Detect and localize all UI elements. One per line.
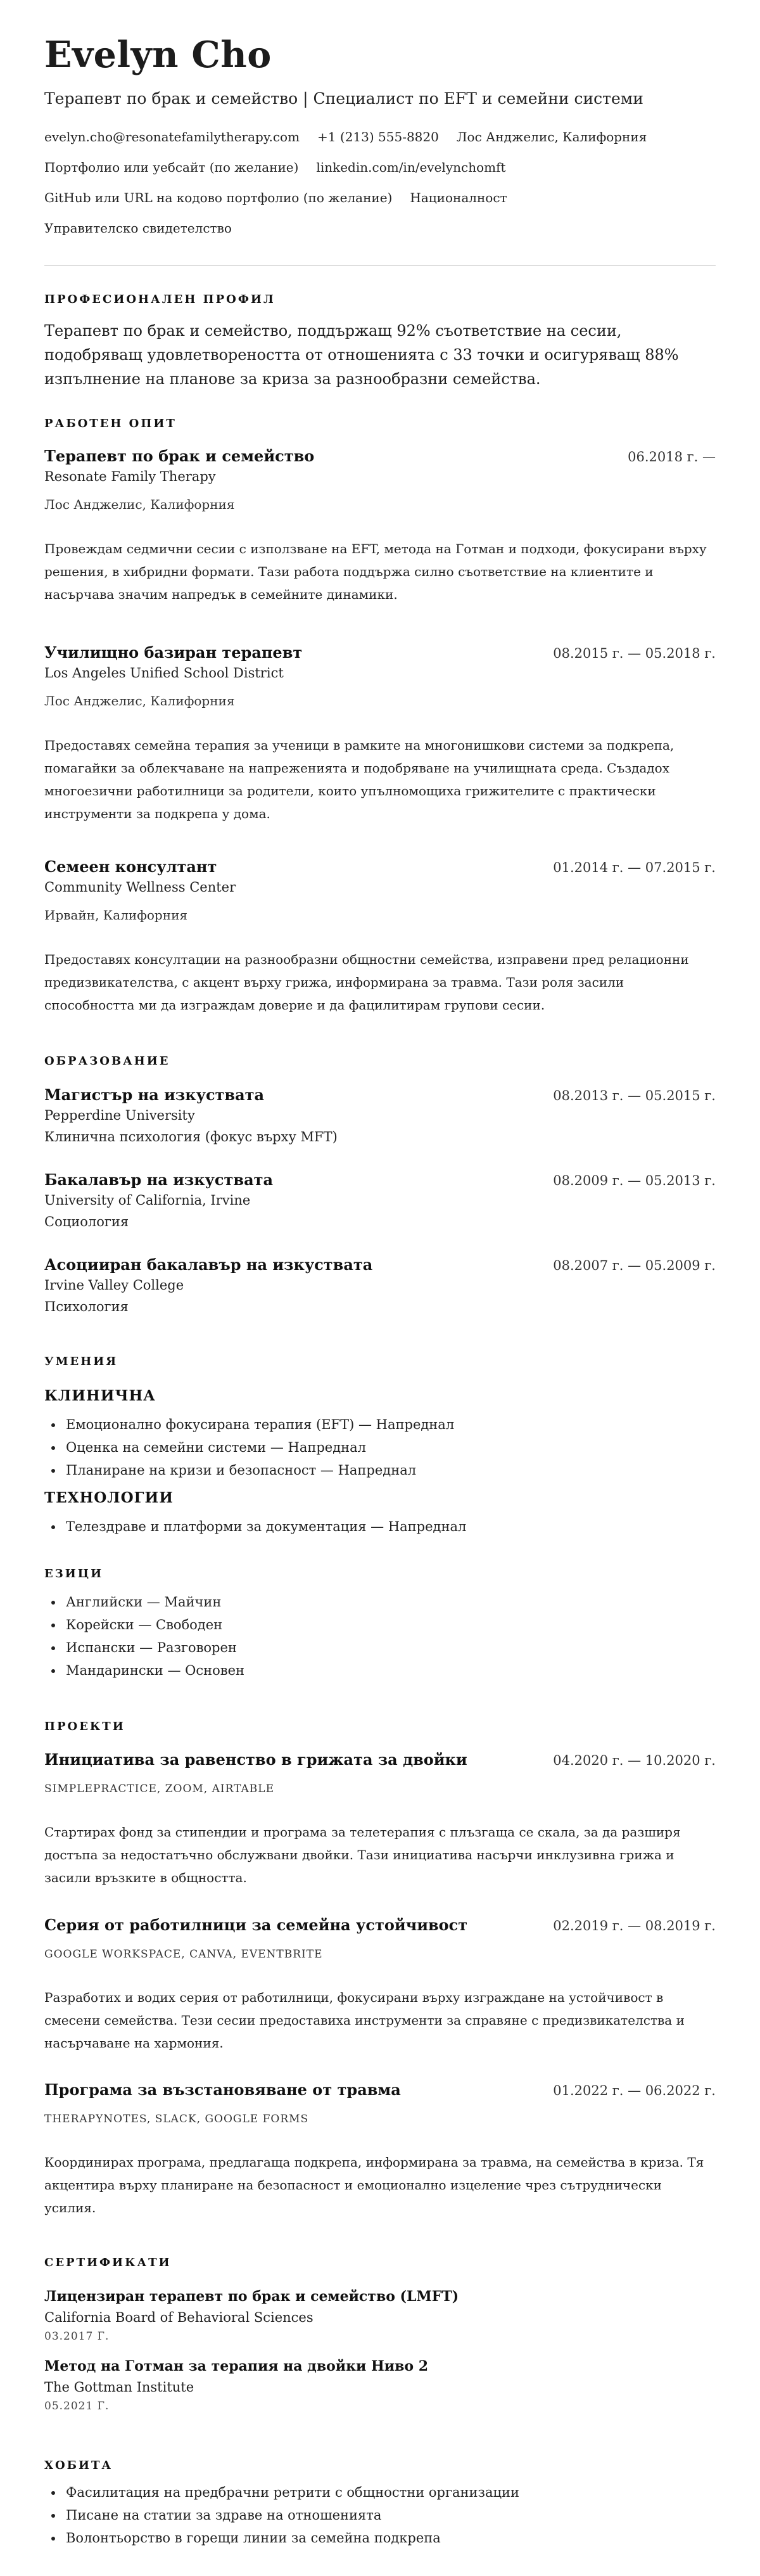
job-title: Училищно базиран терапевт xyxy=(44,643,303,662)
list-item: • Емоционално фокусирана терапия (EFT) — Напреднал xyxy=(63,1413,716,1436)
contact-license: Управителско свидетелство xyxy=(44,220,232,236)
job-organization: Los Angeles Unified School District xyxy=(44,665,284,681)
section-heading: ПРОЕКТИ xyxy=(44,1720,125,1733)
contact-phone[interactable]: +1 (213) 555-8820 xyxy=(317,129,439,144)
certificate-entry xyxy=(44,2288,716,2343)
list-item: • Волонтьорство в горещи линии за семейна подкрепа xyxy=(63,2527,716,2549)
skill-list xyxy=(44,1515,716,1538)
certificate-title: Метод на Готман за терапия на двойки Ниво 2 xyxy=(44,2358,429,2374)
degree-title: Магистър на изкуствата xyxy=(44,1086,265,1104)
section-heading: РАБОТЕН ОПИТ xyxy=(44,417,177,430)
project-dates: 01.2022 г. — 06.2022 г. xyxy=(553,2083,716,2098)
skill-list xyxy=(44,1413,716,1482)
project-tech: SIMPLEPRACTICE, ZOOM, AIRTABLE xyxy=(44,1783,274,1795)
projects-section xyxy=(44,1720,716,1733)
contact-line-2 xyxy=(44,152,716,183)
section-heading: СЕРТИФИКАТИ xyxy=(44,2256,172,2269)
list-item: • Телездраве и платформи за документация — Напреднал xyxy=(63,1515,716,1538)
experience-section xyxy=(44,417,716,430)
job-location: Ирвайн, Калифорния xyxy=(44,907,188,923)
list-item: • Писане на статии за здраве на отношенията xyxy=(63,2504,716,2527)
education-entry xyxy=(44,1255,716,1314)
school-name: Pepperdine University xyxy=(44,1108,195,1123)
candidate-name: Evelyn Cho xyxy=(44,34,272,76)
project-tech: GOOGLE WORKSPACE, CANVA, EVENTBRITE xyxy=(44,1948,323,1961)
job-description: Предоставях семейна терапия за ученици в рамките на многонишкови системи за подкрепа, помагайки за облекчаване на напреженията и подобряване на училищната среда. Създадох многоезични работилници за родители, които упълномощиха грижителите с практически инструменти за подкрепа у дома. xyxy=(44,738,674,821)
job-location: Лос Анджелис, Калифорния xyxy=(44,497,235,512)
project-description: Координирах програма, предлагаща подкрепа, информирана за травма, на семейства в криза. Тя акцентира върху планиране на безопасност и емоционално изцеление чрез сътруднически усилия. xyxy=(44,2155,704,2215)
contact-line-3 xyxy=(44,183,716,213)
school-name: Irvine Valley College xyxy=(44,1278,184,1293)
section-heading: ЕЗИЦИ xyxy=(44,1567,104,1580)
header-divider xyxy=(44,265,716,266)
job-title: Семеен консултант xyxy=(44,857,217,876)
certificate-issuer: California Board of Behavioral Sciences xyxy=(44,2310,314,2325)
experience-entry xyxy=(44,643,716,825)
certificate-entry xyxy=(44,2358,716,2413)
project-dates: 04.2020 г. — 10.2020 г. xyxy=(553,1753,716,1768)
certificate-issuer: The Gottman Institute xyxy=(44,2380,194,2395)
project-title: Инициатива за равенство в грижата за двойки xyxy=(44,1750,467,1769)
job-dates: 06.2018 г. — xyxy=(628,449,716,465)
degree-field: Клинична психология (фокус върху MFT) xyxy=(44,1129,338,1144)
contact-location: Лос Анджелис, Калифорния xyxy=(456,129,647,144)
list-item: • Оценка на семейни системи — Напреднал xyxy=(63,1436,716,1459)
job-organization: Community Wellness Center xyxy=(44,880,236,895)
contact-portfolio[interactable]: Портфолио или уебсайт (по желание) xyxy=(44,159,299,175)
list-item: • Корейски — Свободен xyxy=(63,1613,716,1636)
contact-line-4 xyxy=(44,213,716,243)
contact-info xyxy=(44,122,716,243)
degree-field: Социология xyxy=(44,1214,129,1229)
project-description: Разработих и водих серия от работилници, фокусирани върху изграждане на устойчивост в смесени семейства. Тези сесии предоставиха инструменти за справяне с предизвикателства и насърчаване на хармония. xyxy=(44,1990,685,2051)
contact-line-1 xyxy=(44,122,716,152)
skills-section xyxy=(44,1355,716,1538)
candidate-title: Терапевт по брак и семейство | Специалист по EFT и семейни системи xyxy=(44,89,643,108)
section-heading: ХОБИТА xyxy=(44,2459,113,2472)
list-item: • Мандарински — Основен xyxy=(63,1659,716,1682)
education-entry xyxy=(44,1086,716,1144)
certificate-title: Лицензиран терапевт по брак и семейство (LMFT) xyxy=(44,2288,459,2305)
experience-entry xyxy=(44,857,716,1016)
education-entry xyxy=(44,1170,716,1229)
education-section xyxy=(44,1054,716,1068)
skill-category: ТЕХНОЛОГИИ xyxy=(44,1489,174,1506)
job-description: Провеждам седмични сесии с използване на EFT, метода на Готман и подходи, фокусирани върху решения, в хибридни формати. Тази работа поддържа силно съответствие на клиентите и насърчава значим напредък в семейните динамики. xyxy=(44,541,707,602)
project-description: Стартирах фонд за стипендии и програма за телетерапия с плъзгаща се скала, за да разширя достъпа за недостатъчно обслужвани двойки. Тази инициатива насърчи инклузивна грижа и засили връзките в общността. xyxy=(44,1824,681,1885)
degree-dates: 08.2013 г. — 05.2015 г. xyxy=(553,1088,716,1103)
profile-summary: Терапевт по брак и семейство, поддържащ 92% съответствие на сесии, подобряващ удовлетвореността от отношенията с 33 точки и осигуряващ 88% изпълнение на планове за криза за разнообразни семейства. xyxy=(44,322,679,388)
school-name: University of California, Irvine xyxy=(44,1193,251,1208)
certificate-date: 03.2017 Г. xyxy=(44,2330,110,2343)
section-heading: ПРОФЕСИОНАЛЕН ПРОФИЛ xyxy=(44,293,276,306)
hobbies-section xyxy=(44,2459,716,2549)
list-item: • Фасилитация на предбрачни ретрити с общностни организации xyxy=(63,2481,716,2504)
certificate-date: 05.2021 Г. xyxy=(44,2400,110,2413)
contact-github[interactable]: GitHub или URL на кодово портфолио (по желание) xyxy=(44,189,393,205)
experience-entry xyxy=(44,447,716,606)
contact-email[interactable]: evelyn.cho@resonatefamilytherapy.com xyxy=(44,129,300,144)
project-entry xyxy=(44,1916,716,2054)
contact-linkedin[interactable]: linkedin.com/in/evelynchomft xyxy=(316,159,506,175)
degree-field: Психология xyxy=(44,1299,129,1314)
degree-dates: 08.2007 г. — 05.2009 г. xyxy=(553,1258,716,1273)
profile-section xyxy=(44,293,716,391)
degree-title: Асоцииран бакалавър на изкуствата xyxy=(44,1255,373,1274)
project-title: Серия от работилници за семейна устойчивост xyxy=(44,1916,468,1934)
list-item: • Планиране на кризи и безопасност — Напреднал xyxy=(63,1459,716,1482)
degree-title: Бакалавър на изкуствата xyxy=(44,1170,274,1189)
project-title: Програма за възстановяване от травма xyxy=(44,2080,401,2099)
languages-section xyxy=(44,1567,716,1682)
hobby-list xyxy=(44,2481,716,2549)
job-title: Терапевт по брак и семейство xyxy=(44,447,315,465)
job-organization: Resonate Family Therapy xyxy=(44,469,216,484)
job-dates: 08.2015 г. — 05.2018 г. xyxy=(553,646,716,661)
job-dates: 01.2014 г. — 07.2015 г. xyxy=(553,860,716,875)
section-heading: УМЕНИЯ xyxy=(44,1355,118,1368)
project-dates: 02.2019 г. — 08.2019 г. xyxy=(553,1918,716,1933)
degree-dates: 08.2009 г. — 05.2013 г. xyxy=(553,1173,716,1188)
list-item: • Английски — Майчин xyxy=(63,1591,716,1613)
skill-category: КЛИНИЧНА xyxy=(44,1387,156,1404)
list-item: • Испански — Разговорен xyxy=(63,1636,716,1659)
project-entry xyxy=(44,1750,716,1889)
contact-nationality: Националност xyxy=(410,189,507,205)
job-description: Предоставях консултации на разнообразни общностни семейства, изправени пред релационни предизвикателства, с акцент върху грижа, информирана за травма. Тази роля засили способността ми да изграждам доверие и да фацилитирам групови сесии. xyxy=(44,952,689,1013)
job-location: Лос Анджелис, Калифорния xyxy=(44,693,235,708)
section-heading: ОБРАЗОВАНИЕ xyxy=(44,1054,170,1068)
project-entry xyxy=(44,2080,716,2219)
language-list xyxy=(44,1591,716,1682)
project-tech: THERAPYNOTES, SLACK, GOOGLE FORMS xyxy=(44,2113,309,2125)
certificates-section xyxy=(44,2256,716,2413)
